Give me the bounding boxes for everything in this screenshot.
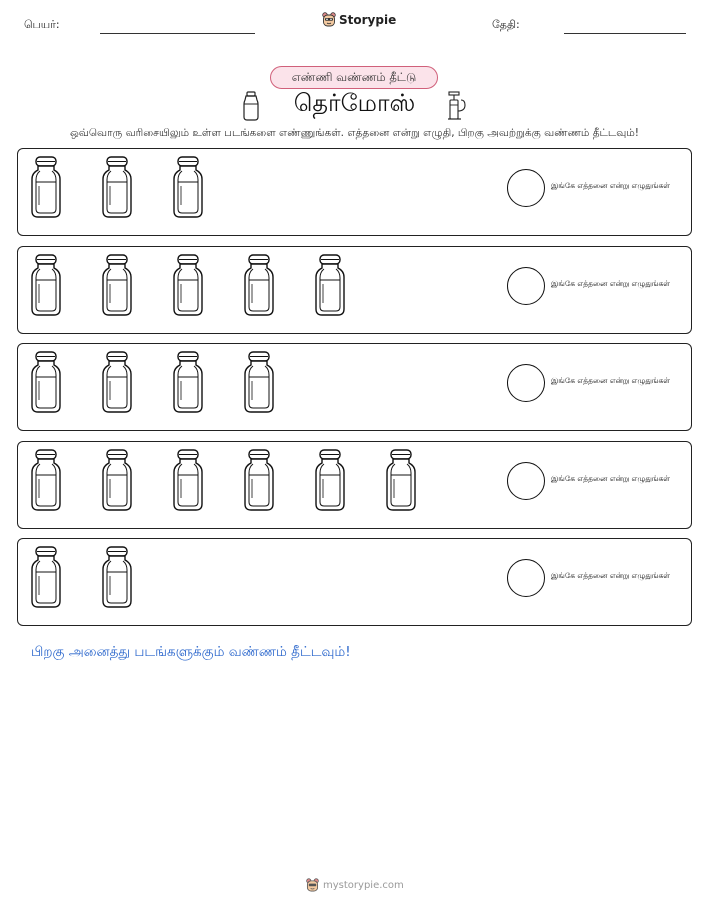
answer-circle[interactable] — [507, 462, 545, 500]
thermos-bottle-icon[interactable] — [101, 545, 133, 609]
pump-icon — [446, 91, 470, 121]
thermos-bottle-icon[interactable] — [243, 448, 275, 512]
counting-row-3 — [17, 343, 692, 431]
name-line[interactable] — [100, 33, 255, 34]
date-label: தேதி: — [492, 18, 520, 31]
thermos-bottle-icon[interactable] — [30, 545, 62, 609]
brand-name: Storypie — [339, 13, 397, 27]
counting-row-4 — [17, 441, 692, 529]
counting-row-5 — [17, 538, 692, 626]
answer-circle[interactable] — [507, 169, 545, 207]
thermos-bottle-icon[interactable] — [101, 448, 133, 512]
answer-hint: இங்கே எத்தனை என்று எழுதுங்கள் — [551, 376, 671, 385]
thermos-bottle-icon[interactable] — [172, 350, 204, 414]
answer-hint: இங்கே எத்தனை என்று எழுதுங்கள் — [551, 278, 671, 288]
thermos-bottle-icon[interactable] — [30, 253, 62, 317]
answer-circle[interactable] — [507, 559, 545, 597]
answer-hint: இங்கே எத்தனை என்று எழுதுங்கள் — [551, 181, 671, 190]
thermos-bottle-icon[interactable] — [30, 350, 62, 414]
title-row — [0, 88, 709, 124]
footer — [306, 878, 404, 893]
counting-row-1 — [17, 148, 692, 236]
answer-hint: இங்கே எத்தனை என்று எழுதுங்கள் — [551, 571, 671, 580]
thermos-bottle-icon[interactable] — [314, 448, 346, 512]
storypie-mascot-icon — [306, 878, 319, 893]
storypie-mascot-icon — [322, 12, 336, 28]
thermos-bottle-icon[interactable] — [101, 350, 133, 414]
page-title: தெர்மோஸ் — [293, 89, 416, 117]
thermos-bottle-icon[interactable] — [314, 253, 346, 317]
answer-circle[interactable] — [507, 364, 545, 402]
thermos-bottle-icon[interactable] — [385, 448, 417, 512]
thermos-bottle-icon[interactable] — [30, 448, 62, 512]
answer-hint: இங்கே எத்தனை என்று எழுதுங்கள் — [551, 473, 671, 483]
footer-url: mystorypie.com — [323, 880, 404, 891]
thermos-bottle-icon[interactable] — [243, 253, 275, 317]
instruction-text: ஒவ்வொரு வரிசையிலும் உள்ள படங்களை எண்ணுங்கள். எத்தனை என்று எழுதி, பிறகு அவற்றுக்கு வண்ணம் தீட்டவும்! — [70, 127, 639, 139]
counting-row-2 — [17, 246, 692, 334]
activity-badge: எண்ணி வண்ணம் தீட்டு — [270, 66, 438, 89]
footer-note: பிறகு அனைத்து படங்களுக்கும் வண்ணம் தீட்டவும்! — [31, 644, 351, 660]
thermos-bottle-icon[interactable] — [30, 155, 62, 219]
thermos-bottle-icon[interactable] — [172, 448, 204, 512]
answer-circle[interactable] — [507, 267, 545, 305]
thermos-bottle-icon[interactable] — [172, 155, 204, 219]
brand-logo — [322, 12, 396, 28]
thermos-bottle-icon[interactable] — [101, 155, 133, 219]
thermos-bottle-icon[interactable] — [172, 253, 204, 317]
name-label: பெயர்: — [24, 18, 60, 31]
thermos-bottle-icon[interactable] — [101, 253, 133, 317]
date-line[interactable] — [564, 33, 686, 34]
thermos-bottle-icon[interactable] — [243, 350, 275, 414]
